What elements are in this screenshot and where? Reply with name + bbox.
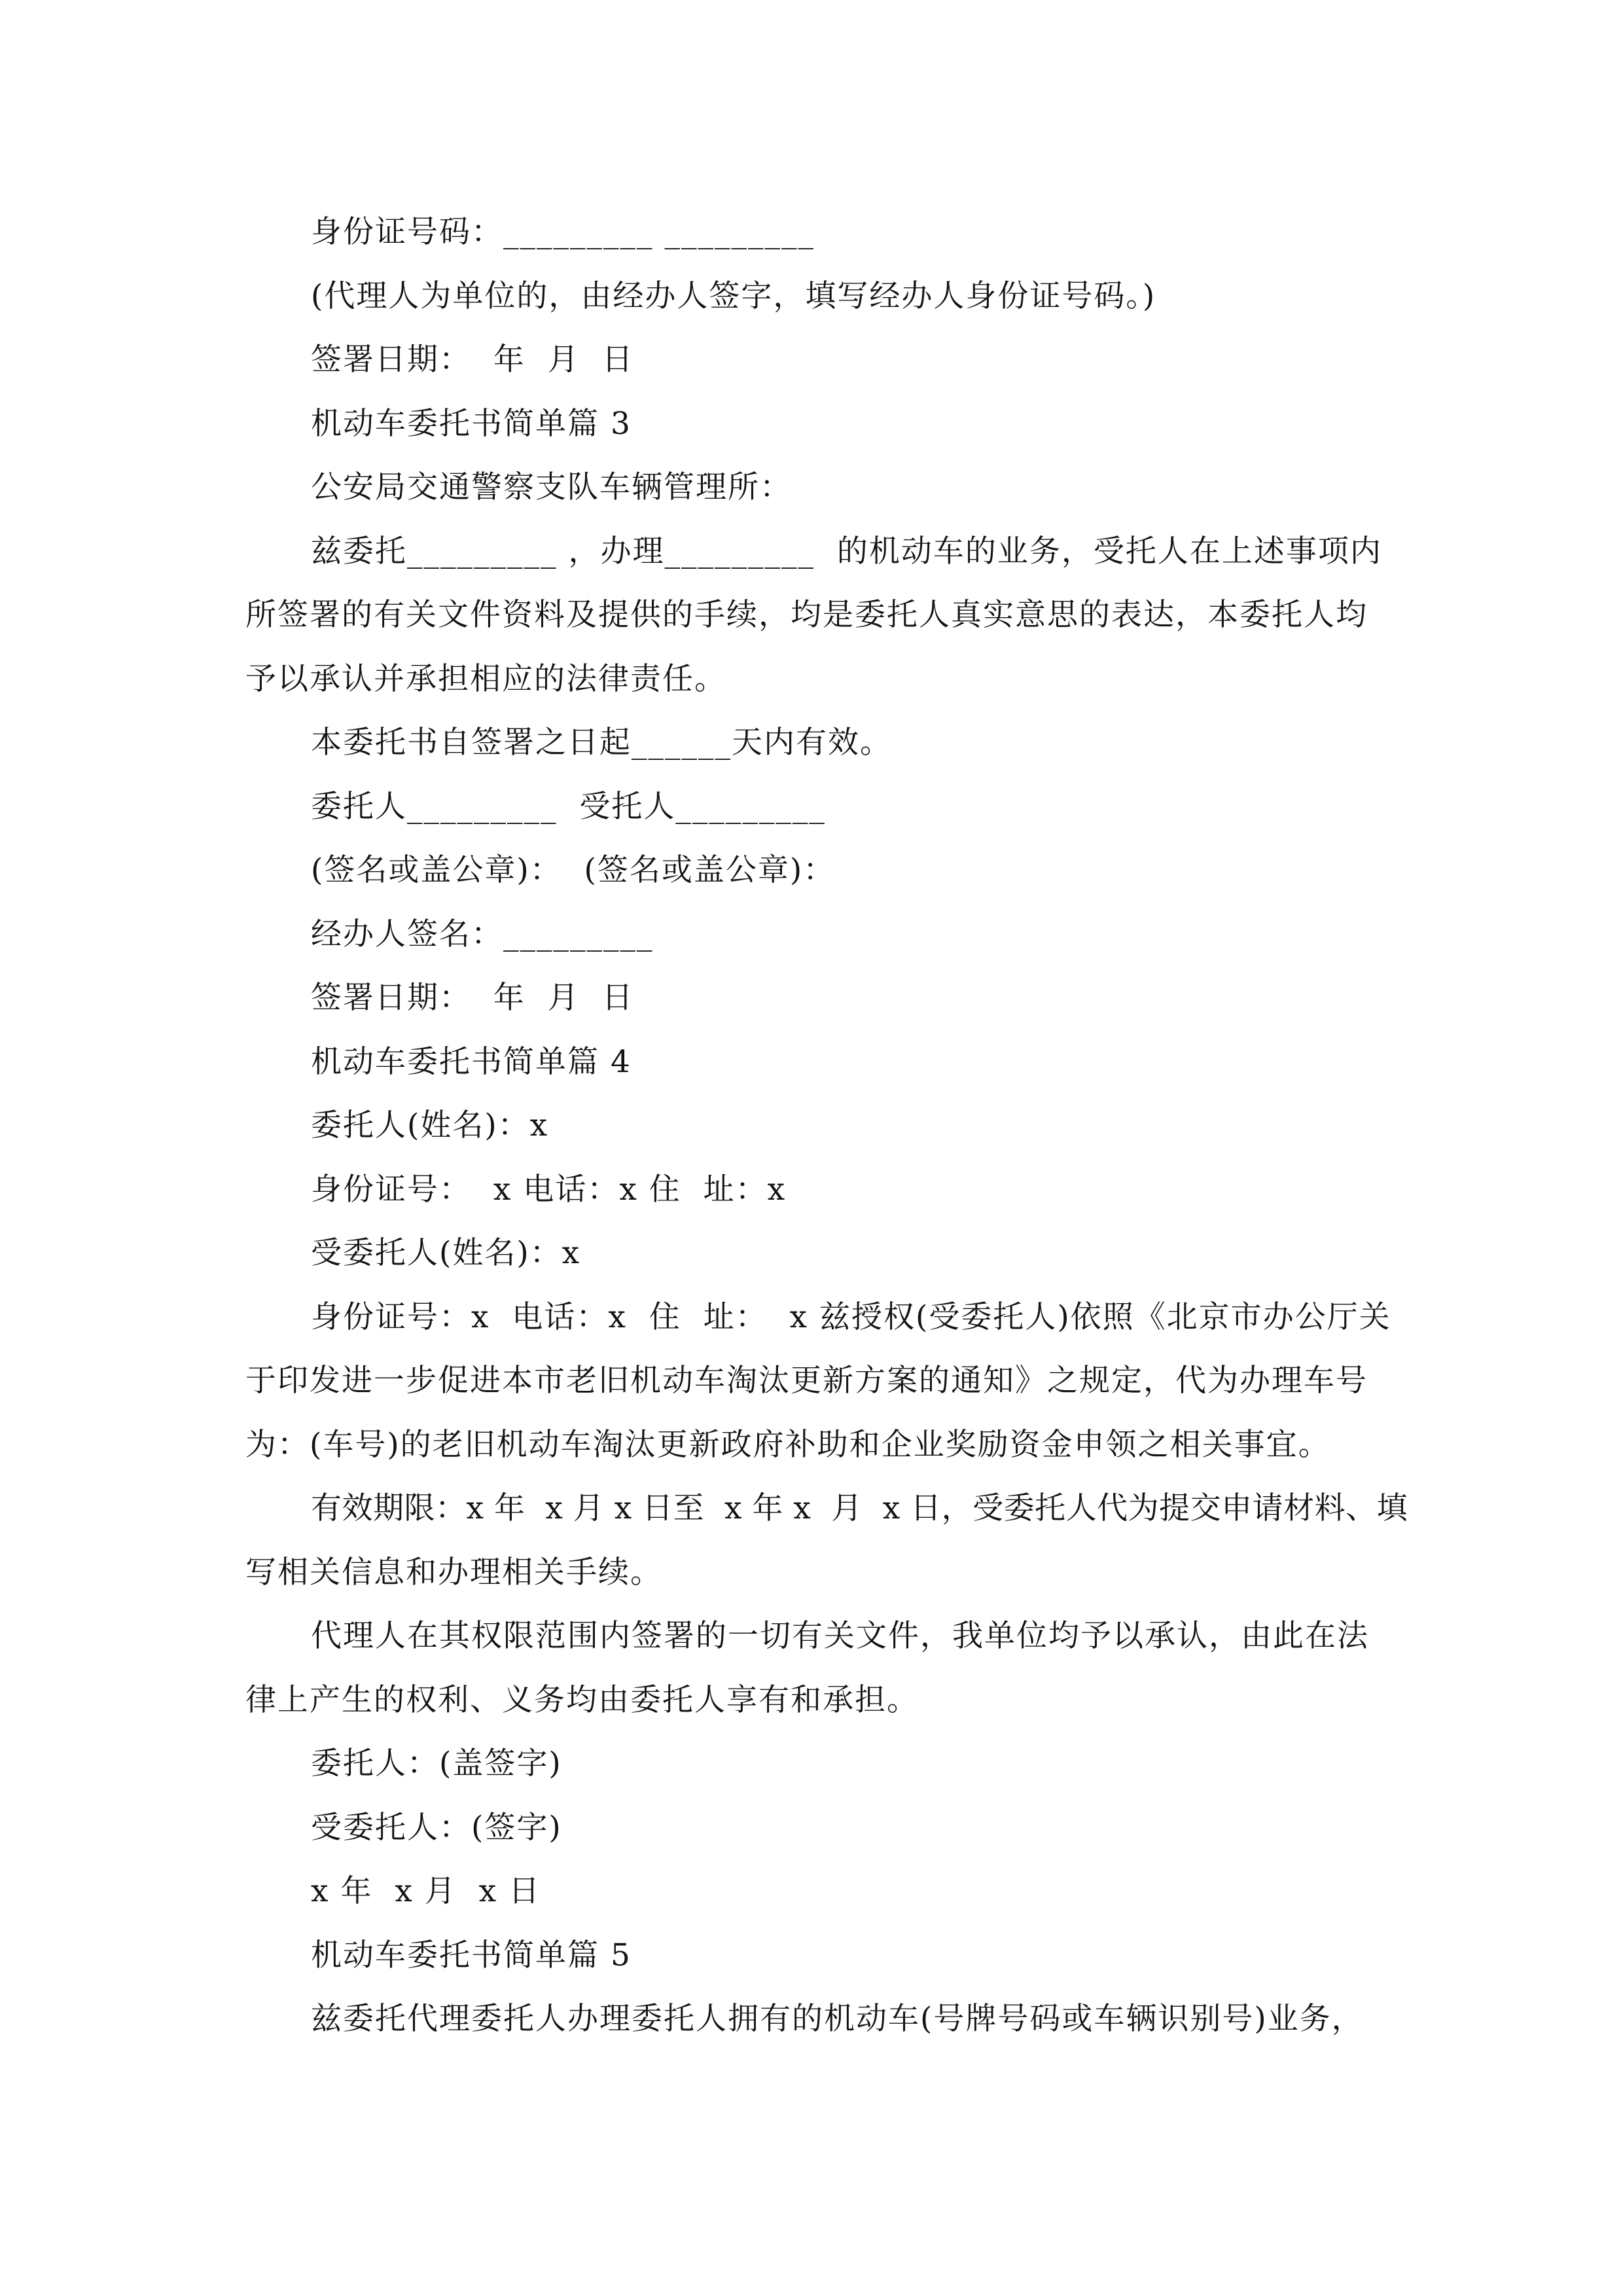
text-line: 委托人(姓名)：x [311,1107,549,1143]
text-line: 公安局交通警察支队车辆管理所： [311,469,792,505]
text-line: 身份证号： x 电话：x 住 址：x [311,1171,787,1208]
text-line: 所签署的有关文件资料及提供的手续，均是委托人真实意思的表达，本委托人均 [245,597,1368,633]
text-line: 签署日期： 年 月 日 [311,980,634,1016]
text-line: 于印发进一步促进本市老旧机动车淘汰更新方案的通知》之规定，代为办理车号 [245,1363,1368,1399]
text-line: 有效期限：x 年 x 月 x 日至 x 年 x 月 x 日，受委托人代为提交申请材料、填 [311,1490,1408,1526]
text-line: 兹委托_________ ，办理_________ 的机动车的业务，受托人在上述事项内 [311,533,1382,569]
text-line: x 年 x 月 x 日 [311,1873,541,1909]
text-line: 委托人：(盖签字) [311,1746,562,1782]
text-line: 委托人_________ 受托人_________ [311,788,826,825]
text-line: 机动车委托书简单篇 3 [311,405,632,442]
text-line: 机动车委托书简单篇 4 [311,1043,632,1080]
text-line: 写相关信息和办理相关手续。 [245,1554,662,1590]
text-line: 律上产生的权利、义务均由委托人享有和承担。 [245,1681,919,1718]
text-line: 经办人签名：_________ [311,916,654,952]
document-body [245,200,1417,2051]
text-line: 身份证号：x 电话：x 住 址： x 兹授权(受委托人)依照《北京市办公厅关 [311,1299,1391,1335]
text-line: (代理人为单位的，由经办人签字，填写经办人身份证号码。) [311,278,1156,314]
text-line: 签署日期： 年 月 日 [311,342,634,378]
text-line: 机动车委托书简单篇 5 [311,1937,632,1973]
text-line: (签名或盖公章)： (签名或盖公章)： [311,852,836,888]
text-line: 身份证号码：_________ _________ [311,214,815,250]
text-line: 本委托书自签署之日起______天内有效。 [311,725,892,761]
text-line: 为：(车号)的老旧机动车淘汰更新政府补助和企业奖励资金申领之相关事宜。 [245,1426,1330,1463]
text-line: 代理人在其权限范围内签署的一切有关文件，我单位均予以承认，由此在法 [311,1618,1369,1654]
text-line: 兹委托代理委托人办理委托人拥有的机动车(号牌号码或车辆识别号)业务， [311,2001,1364,2037]
text-line: 受委托人(姓名)：x [311,1235,581,1271]
text-line: 受委托人：(签字) [311,1809,562,1846]
text-line: 予以承认并承担相应的法律责任。 [245,660,726,697]
